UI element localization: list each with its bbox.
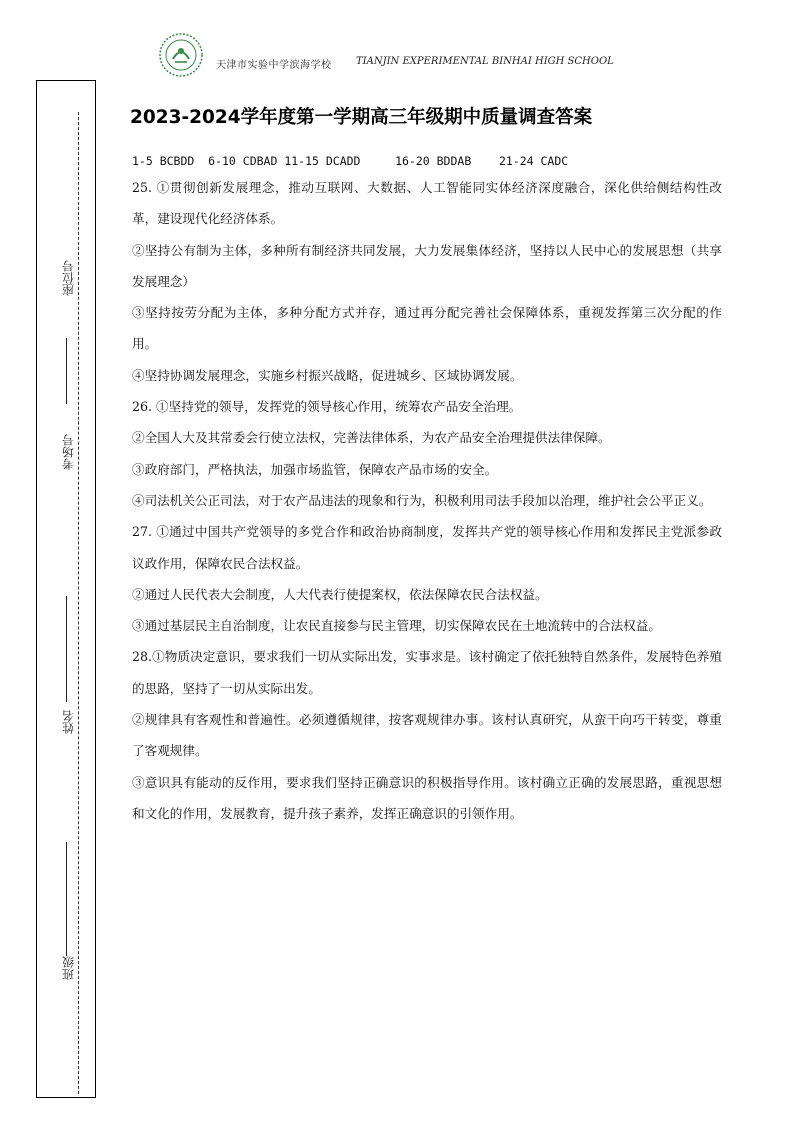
answer-paragraph: ②全国人大及其常委会行使立法权，完善法律体系，为农产品安全治理提供法律保障。 xyxy=(132,430,611,446)
answer-paragraph: ③政府部门，严格执法，加强市场监管，保障农产品市场的安全。 xyxy=(132,461,498,477)
student-name-field xyxy=(66,842,67,956)
exam-room-label: 考场号 xyxy=(61,434,76,470)
answer-paragraph: ③意识具有能动的反作用，要求我们坚持正确意识的积极指导作用。该村确立正确的发展思路，重视思想和文化的作用，发展教育，提升孩子素养，发挥正确意识的引领作用。 xyxy=(132,774,722,821)
answer-content xyxy=(132,150,722,829)
answer-paragraph: ③通过基层民主自治制度，让农民直接参与民主管理，切实保障农民在土地流转中的合法权益。 xyxy=(132,618,661,634)
answer-paragraph: ②规律具有客观性和普遍性。必须遵循规律，按客观规律办事。该村认真研究，从蛮干向巧干转变，尊重了客观规律。 xyxy=(132,712,722,759)
answer-paragraph: ④坚持协调发展理念，实施乡村振兴战略，促进城乡、区域协调发展。 xyxy=(132,367,523,383)
answer-paragraph: ②坚持公有制为主体，多种所有制经济共同发展，大力发展集体经济，坚持以人民中心的发展思想（共享发展理念） xyxy=(132,242,722,289)
exam-room-field xyxy=(66,596,67,702)
class-label: 班级 xyxy=(61,956,76,980)
answer-paragraph: 25. ①贯彻创新发展理念，推动互联网、大数据、人工智能同实体经济深度融合，深化供给侧结构性改革，建设现代化经济体系。 xyxy=(132,180,722,227)
answer-paragraph: ④司法机关公正司法，对于农产品违法的现象和行为，积极利用司法手段加以治理，维护社会公平正义。 xyxy=(132,492,712,508)
student-name-label: 姓名 xyxy=(61,710,76,734)
binding-cut-line xyxy=(78,112,79,1094)
school-emblem-icon xyxy=(158,32,204,78)
answer-paragraph: 28.①物质决定意识，要求我们一切从实际出发，实事求是。该村确定了依托独特自然条件，发展特色养殖的思路，坚持了一切从实际出发。 xyxy=(132,649,722,696)
answer-paragraph: 27. ①通过中国共产党领导的多党合作和政治协商制度，发挥共产党的领导核心作用和发挥民主党派参政议政作用，保障农民合法权益。 xyxy=(132,524,722,571)
seat-number-label: 座位号 xyxy=(61,260,76,296)
page-title: 2023-2024学年度第一学期高三年级期中质量调查答案 xyxy=(130,107,593,128)
multiple-choice-answers: 1-5 BCBDD 6-10 CDBAD 11-15 DCADD 16-20 BDDAB 21-24 CADC xyxy=(132,154,569,168)
seat-number-field xyxy=(66,338,67,404)
school-name-cn: 天津市实验中学滨海学校 xyxy=(216,60,332,71)
school-name-en: TIANJIN EXPERIMENTAL BINHAI HIGH SCHOOL xyxy=(356,56,614,67)
answer-paragraph: ②通过人民代表大会制度，人大代表行使提案权，依法保障农民合法权益。 xyxy=(132,586,548,602)
answer-paragraph: ③坚持按劳分配为主体，多种分配方式并存，通过再分配完善社会保障体系，重视发挥第三次分配的作用。 xyxy=(132,305,722,352)
answer-paragraph: 26. ①坚持党的领导，发挥党的领导核心作用，统筹农产品安全治理。 xyxy=(132,399,522,415)
